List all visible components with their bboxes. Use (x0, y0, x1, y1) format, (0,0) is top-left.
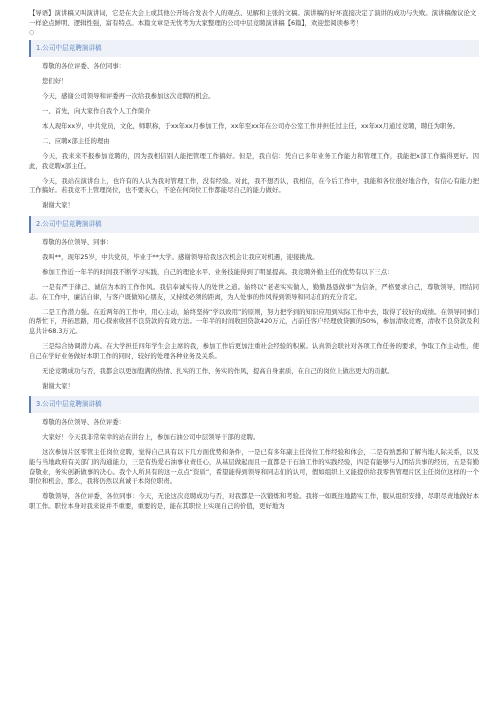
section-paragraph: 本人现年xx岁，中共党员，文化，师职称，于xx年xx月参加工作，xx年至xx年在公司办公室工作并担任过主任，xx年xx月通过竞聘，聘任为职务。 (42, 122, 460, 131)
section-paragraph: 这次参加片区零管主任岗位竞聘，觉得自己具有以下几方面优势和条件，一是已有多年副主任岗位工作经验和体会，二是有熟悉和了解当地人际关系，以及能与当地政府有关部门的沟通能力，三是有热爱石油事业责任心，从基层做起而且一直都是干石油工作的实践经验，四是有能够与人团结共事的经历，五是有勤奋敬业，务实创新做事的决心。我个人所具有的这一点点“资质”，希望能得到领导和同志们的认可，假如组织上又能提供给我零售管理片区主任岗位这样的一个职位和机会，那么，我将仍然以真诚干本岗位职责。 (29, 448, 479, 486)
section-paragraph: 今天，感谢公司领导和评委再一次给我参加这次竞聘的机会。 (42, 92, 215, 101)
section-paragraph: 一、首先，向大家作自我个人工作简介 (42, 107, 151, 116)
section-paragraph: 今天，我来来不报参加竞聘的，因为我相信别人能把管理工作搞好。但是，我自信：凭自已多年业务工作能力和管理工作，我能把x部工作搞得更好。因此，我竞聘x部主任。 (29, 152, 479, 170)
intro-paragraph: 【导语】演讲稿又叫演讲词，它是在大会上或其他公开场合发表个人的观点、见解和主张的文稿。演讲稿的好坏直接决定了演讲的成功与失败。演讲稿像议论文一样论点鲜明、逻辑性强，富有特点。本篇文章是无忧考为大家整理的公司中层竞聘演讲稿【6篇】，欢迎您阅读参考！ (29, 9, 477, 27)
section-paragraph: 尊敬的各位领导、各位评委： (42, 418, 126, 427)
section-paragraph: 谢谢大家！ (42, 201, 74, 210)
intro-dot: ○ (29, 29, 35, 37)
section-paragraph: 我叫**，现年25岁，中共党员，毕业于**大学。感谢领导给我这次机会让我应对机遇，迎接挑战。 (42, 253, 319, 262)
section-paragraph: 一是有严于律己、诚信为本的工作作风。我信奉诚实待人的处世之道。始终以“老老实实做人，勤勤恳恳做事”为信条，严格要求自己，尊敬领导，团结同志。在工作中，廉洁自律，与客户既做知心朋友，又持续必须的距离，为人处事的作风得到领导和同志们的充分肯定。 (29, 283, 479, 301)
section-title: 1.公司中层竞聘演讲稿 (29, 40, 479, 57)
section-paragraph: 您们好！ (42, 77, 68, 86)
section-2 (29, 216, 479, 391)
sections-container (29, 40, 479, 511)
section-3 (29, 396, 479, 511)
section-paragraph: 尊敬的各位领导、同事： (42, 238, 113, 247)
section-paragraph: 谢谢大家！ (42, 381, 74, 390)
section-title: 3.公司中层竞聘演讲稿 (29, 396, 479, 413)
section-paragraph: 参加工作近一年半的时间我不断学习实践，自己的理论水平、业务技能得到了明显提高。我竞聘外勤主任的优势有以下三点： (42, 268, 394, 277)
section-paragraph: 二、应聘x部主任的理由 (42, 137, 110, 146)
section-1 (29, 40, 479, 211)
section-paragraph: 尊敬领导，各位评委，各位同事：今天，无论这次竞聘成功与否，对我都是一次锻炼和考验。我将一如既往地踏实工作，服从组织安排，尽职尽责地做好本职工作。职位本身对我来说并不重要，重要的是，能在其职位上实现自己的价值，更好地为 (29, 492, 479, 510)
section-paragraph: 无论竞聘成功与否，我都会以更加饱满的热情、扎实的工作、务实的作风，提高自身素质，在自己的岗位上做出更大的贡献。 (42, 366, 394, 375)
section-paragraph: 大家好！今天我非常荣幸的站在讲台上，参加石油公司中层领导干部的竞聘。 (42, 433, 260, 442)
section-title: 2.公司中层竞聘演讲稿 (29, 216, 479, 233)
article (29, 9, 479, 517)
section-paragraph: 尊敬的各位评委、各位同事： (42, 62, 126, 71)
section-paragraph: 今天，我站在演讲台上，也许有的人认为我对管理工作，没有经验。对此，我不想否认，我相信，在今后工作中，我能和各位很好地合作，有信心有能力把工作搞好。若我竞不上管理岗位，也不要灰心，不论在何岗位工作都能尽自己的能力做好。 (29, 176, 479, 195)
section-paragraph: 三是综合协调潜力高。在大学担任四年学生会主席的我，参加工作后更加注重社会经验的积累。认真领会联社对各项工作任务的要求，争取工作主动性，使自己在学好业务做好本职工作的同时，较好的处理各种业务及关系。 (29, 341, 479, 360)
section-paragraph: 二是工作潜力强。在近两年的工作中，用心主动，始终坚持“学以致用”的原则，努力把学到的知识应用到实际工作中去，取得了较好的成绩。在领导同事们的帮忙下，开拓思路，用心探索收回不良贷款的有效方法。一年半的时间收回贷款420万元，占前任客户经理放贷额的50%，参加清收竞赛，清收不良贷款及利息共计68.3万元。 (29, 307, 479, 335)
